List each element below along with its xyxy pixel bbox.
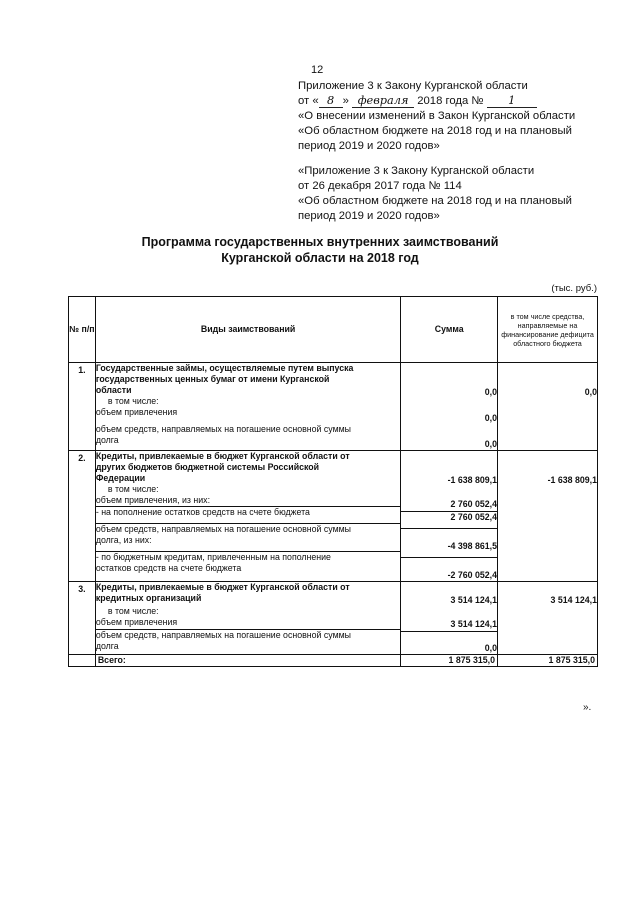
row-number: 3. xyxy=(69,582,96,655)
sum-value: 2 760 052,4 xyxy=(401,512,497,529)
header-extra: в том числе средства, направляемые на финансирование дефицита областного бюджета xyxy=(498,297,598,363)
row-sum xyxy=(401,451,498,582)
header-name: Виды заимствований xyxy=(95,297,401,363)
row-item: объем средств, направляемых на погашение основной суммы xyxy=(95,524,351,534)
row-extra xyxy=(498,363,598,451)
row-item: объем привлечения xyxy=(96,617,401,630)
row-subtitle: в том числе: xyxy=(107,396,159,406)
header-sep: » xyxy=(342,95,349,107)
header-year: 2018 года № xyxy=(417,95,484,107)
annex-header xyxy=(298,79,618,224)
sum-value: 2 760 052,4 xyxy=(401,499,497,512)
row-name xyxy=(95,363,401,451)
row-item: долга xyxy=(95,641,119,651)
row-extra xyxy=(498,451,598,582)
handwritten-number: 1 xyxy=(487,95,537,108)
row-item: объем средств, направляемых на погашение основной суммы xyxy=(95,630,351,640)
row-item: объем привлечения, из них: xyxy=(96,495,401,507)
row-subtitle: в том числе: xyxy=(107,484,159,494)
row-title-line: кредитных организаций xyxy=(95,593,202,603)
row-sum xyxy=(401,582,498,655)
row-item: остатков средств на счете бюджета xyxy=(95,563,242,573)
row-sum xyxy=(401,363,498,451)
sum-value: 0,0 xyxy=(484,387,498,397)
row-number: 2. xyxy=(69,451,96,582)
document-title xyxy=(0,234,640,266)
table-row xyxy=(69,451,598,582)
sum-value: -2 760 052,4 xyxy=(447,570,498,580)
sum-value: 3 514 124,1 xyxy=(450,595,498,605)
header-line: период 2019 и 2020 годов» xyxy=(298,140,440,152)
closing-quote: ». xyxy=(583,702,592,713)
sum-value: -1 638 809,1 xyxy=(447,475,498,485)
total-sum: 1 875 315,0 xyxy=(401,655,498,667)
sum-value: 0,0 xyxy=(484,643,498,653)
borrowing-table xyxy=(68,296,598,667)
header-line: от 26 декабря 2017 года № 114 xyxy=(298,180,462,192)
sum-value: 3 514 124,1 xyxy=(401,619,497,632)
page-number: 12 xyxy=(311,64,324,76)
row-extra xyxy=(498,582,598,655)
header-line: «Об областном бюджете на 2018 год и на плановый xyxy=(298,195,572,207)
table-row xyxy=(69,582,598,655)
sum-value: 0,0 xyxy=(484,439,498,449)
header-line: «О внесении изменений в Закон Курганской области xyxy=(298,110,576,122)
extra-value: 3 514 124,1 xyxy=(550,595,597,605)
extra-value: 0,0 xyxy=(584,387,597,397)
row-title-line: государственных ценных бумаг от имени Курганской xyxy=(95,374,330,384)
total-row xyxy=(69,655,598,667)
title-line: Курганской области на 2018 год xyxy=(221,251,419,265)
handwritten-month: февраля xyxy=(352,95,414,108)
table-header-row xyxy=(69,297,598,363)
row-title-line: Кредиты, привлекаемые в бюджет Курганской области от xyxy=(95,582,350,592)
sum-value: 0,0 xyxy=(484,413,498,423)
row-number: 1. xyxy=(69,363,96,451)
sum-value: -4 398 861,5 xyxy=(401,541,497,558)
row-name xyxy=(95,451,401,582)
handwritten-day: 8 xyxy=(319,95,343,108)
header-num: № п/п xyxy=(69,297,96,363)
row-item: объем средств, направляемых на погашение основной суммы xyxy=(95,424,351,434)
header-from: от « xyxy=(298,95,319,107)
row-title-line: Кредиты, привлекаемые в бюджет Курганской области от xyxy=(95,451,350,461)
header-line: период 2019 и 2020 годов» xyxy=(298,210,440,222)
title-line: Программа государственных внутренних заимствований xyxy=(141,235,499,249)
header-line: Приложение 3 к Закону Курганской области xyxy=(298,80,528,92)
row-subtitle: в том числе: xyxy=(107,606,159,616)
row-item: долга xyxy=(95,435,119,445)
row-title-line: других бюджетов бюджетной системы Российской xyxy=(95,462,320,472)
table-row xyxy=(69,363,598,451)
header-line: «Об областном бюджете на 2018 год и на плановый xyxy=(298,125,572,137)
row-title-line: области xyxy=(95,385,132,395)
header-line: «Приложение 3 к Закону Курганской области xyxy=(298,165,535,177)
row-item: - по бюджетным кредитам, привлеченным на пополнение xyxy=(95,552,331,562)
row-item: - на пополнение остатков средств на счете бюджета xyxy=(96,507,401,524)
row-item: долга, из них: xyxy=(96,535,401,552)
header-sum: Сумма xyxy=(401,297,498,363)
unit-label: (тыс. руб.) xyxy=(551,283,597,294)
extra-value: -1 638 809,1 xyxy=(547,475,597,485)
row-title-line: Федерации xyxy=(95,473,146,483)
row-title-line: Государственные займы, осуществляемые путем выпуска xyxy=(95,363,354,373)
row-name xyxy=(95,582,401,655)
total-label: Всего: xyxy=(95,655,401,667)
header-date-line xyxy=(298,94,618,109)
row-item: объем привлечения xyxy=(95,407,178,417)
total-extra: 1 875 315,0 xyxy=(498,655,598,667)
